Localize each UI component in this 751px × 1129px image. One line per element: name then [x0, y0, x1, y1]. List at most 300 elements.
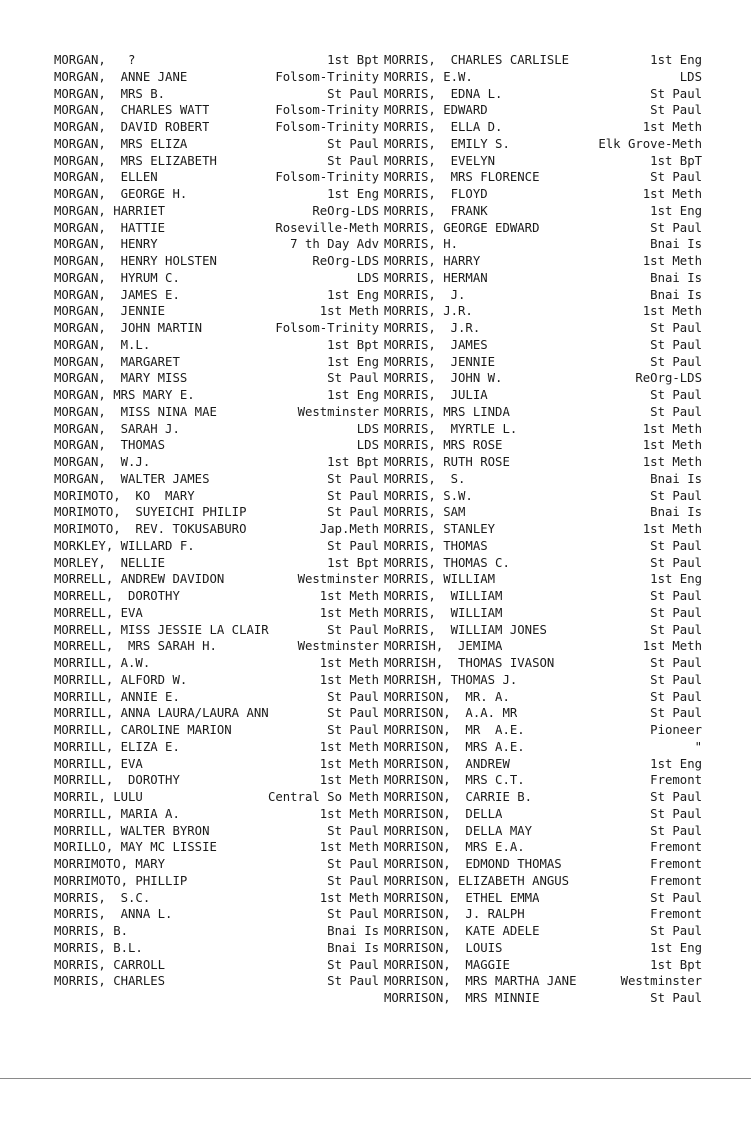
entry-church: 1st Meth [319, 840, 379, 855]
entry-name: MORGAN, JOHN MARTIN [54, 321, 203, 335]
entry-church: 1st Eng [650, 572, 702, 587]
entry-church: 1st Meth [319, 605, 379, 620]
entry-name: MORRIS, ANNA L. [54, 907, 173, 922]
entry-name: MORRIS, JENNIE [384, 354, 496, 369]
directory-entry [54, 370, 379, 387]
entry-name: MORRIS, JAMES [384, 337, 488, 352]
directory-entry [384, 605, 702, 622]
entry-name: MORRISON, DELLA [384, 806, 503, 821]
entry-name: MORRISON, MRS C.T. [384, 773, 525, 788]
directory-entry [384, 220, 702, 237]
entry-church: LDS [356, 270, 379, 285]
entry-name: MORGAN, MISS NINA MAE [54, 404, 217, 419]
directory-entry [54, 504, 379, 521]
entry-name: MORRILL, EVA [54, 756, 143, 771]
entry-church: St Paul [650, 689, 702, 704]
directory-entry [54, 957, 379, 974]
entry-name: MORRISH, JEMIMA [384, 639, 503, 654]
directory-entry [54, 337, 379, 354]
directory-entry [384, 437, 702, 454]
directory-entry [54, 722, 379, 739]
entry-church: 1st Meth [319, 739, 379, 754]
entry-name: MORRIS, WILLIAM [384, 605, 503, 620]
directory-entry [54, 69, 379, 86]
directory-entry [54, 136, 379, 153]
entry-name: MORRIS, S. [384, 471, 466, 486]
entry-name: MORGAN, HARRIET [54, 203, 166, 218]
entry-name: MORRISON, ETHEL EMMA [384, 890, 540, 905]
entry-church: St Paul [327, 974, 379, 989]
entry-church: St Paul [327, 857, 379, 871]
entry-church: St Paul [650, 672, 702, 687]
directory-entry [384, 270, 702, 287]
entry-name: MORRISON, MAGGIE [384, 957, 510, 972]
directory-entry [54, 287, 379, 304]
entry-name: MORGAN, M.L. [54, 337, 151, 352]
entry-church: St Paul [327, 723, 379, 737]
entry-name: MORRIS, THOMAS C. [384, 555, 510, 570]
entry-name: MORRIS, MYRTLE L. [384, 421, 518, 436]
entry-name: MORRIS, ELLA D. [384, 120, 503, 134]
entry-church: LDS [356, 438, 379, 453]
entry-church: 1st Eng [650, 940, 702, 955]
entry-church: Bnai Is [327, 940, 379, 955]
left-column [54, 52, 379, 990]
directory-entry [54, 354, 379, 371]
directory-entry [54, 806, 379, 823]
entry-name: MORGAN, DAVID ROBERT [54, 120, 210, 134]
entry-name: MORRILL, WALTER BYRON [54, 823, 210, 838]
directory-entry [54, 555, 379, 572]
entry-church: 1st Meth [319, 773, 379, 788]
entry-church: 1st Meth [642, 120, 702, 134]
directory-entry [384, 136, 702, 153]
entry-name: MORGAN, MRS ELIZA [54, 136, 188, 151]
entry-name: MORRIMOTO, MARY [54, 857, 166, 871]
entry-church: 1st Meth [642, 421, 702, 436]
entry-name: MORRILL, ANNIE E. [54, 689, 180, 704]
directory-entry [384, 906, 702, 923]
directory-entry [54, 873, 379, 890]
entry-name: MORRIS, RUTH ROSE [384, 455, 510, 469]
entry-name: MORIMOTO, SUYEICHI PHILIP [54, 505, 247, 520]
entry-church: St Paul [650, 890, 702, 905]
directory-entry [384, 354, 702, 371]
entry-name: MORIMOTO, KO MARY [54, 488, 195, 503]
entry-church: St Paul [650, 622, 702, 637]
entry-name: MORRELL, DOROTHY [54, 589, 180, 603]
entry-church: St Paul [650, 388, 702, 402]
directory-entry [54, 638, 379, 655]
directory-entry [54, 320, 379, 337]
entry-church: 1st Meth [319, 656, 379, 670]
entry-church: Fremont [650, 857, 702, 871]
directory-entry [384, 488, 702, 505]
entry-name: MORRELL, MISS JESSIE LA CLAIR [54, 622, 269, 637]
entry-name: MORRIS, H. [384, 237, 459, 252]
entry-name: MORRILL, A.W. [54, 656, 151, 670]
entry-church: LDS [356, 421, 379, 436]
directory-entry [384, 622, 702, 639]
entry-name: MORRIS, B. [54, 924, 129, 938]
entry-church: 1st Meth [642, 522, 702, 536]
entry-church: " [694, 739, 702, 754]
entry-name: MORRIS, B.L. [54, 940, 143, 955]
entry-name: MORILLO, MAY MC LISSIE [54, 840, 217, 855]
entry-name: MORRIS, GEORGE EDWARD [384, 220, 540, 235]
entry-church: St Paul [650, 790, 702, 804]
entry-church: St Paul [327, 471, 379, 486]
directory-entry [384, 337, 702, 354]
directory-entry [54, 404, 379, 421]
directory-entry [384, 940, 702, 957]
entry-name: MORGAN, HENRY HOLSTEN [54, 254, 217, 268]
entry-church: St Paul [327, 371, 379, 386]
entry-name: MORRISH, THOMAS IVASON [384, 656, 555, 670]
directory-entry [54, 622, 379, 639]
entry-church: St Paul [327, 538, 379, 553]
entry-church: 1st Meth [319, 890, 379, 905]
directory-entry [54, 387, 379, 404]
entry-name: MORRISH, THOMAS J. [384, 672, 518, 687]
directory-entry [384, 689, 702, 706]
directory-entry [54, 52, 379, 69]
entry-name: MORKLEY, WILLARD F. [54, 538, 195, 553]
entry-church: Pioneer [650, 723, 702, 737]
entry-name: MORIMOTO, REV. TOKUSABURO [54, 522, 247, 536]
directory-entry [384, 287, 702, 304]
entry-church: Folsom-Trinity [275, 321, 379, 335]
entry-name: MORRIS, CARROLL [54, 957, 166, 972]
entry-church: Jap.Meth [319, 522, 379, 536]
directory-entry [54, 421, 379, 438]
entry-name: MORRISON, MR. A. [384, 689, 510, 704]
entry-name: MORGAN, W.J. [54, 455, 151, 469]
directory-entry [54, 203, 379, 220]
entry-church: St Paul [327, 136, 379, 151]
entry-church: 1st Meth [319, 589, 379, 603]
entry-church: LDS [679, 69, 702, 84]
directory-entry [384, 756, 702, 773]
directory-entry [54, 488, 379, 505]
directory-entry [384, 203, 702, 220]
entry-name: MORRISON, A.A. MR [384, 706, 518, 721]
entry-name: MORRILL, ANNA LAURA/LAURA ANN [54, 706, 269, 721]
entry-name: MORRIS, HERMAN [384, 270, 488, 285]
entry-name: MORRIS, EVELYN [384, 153, 496, 168]
entry-church: St Paul [327, 689, 379, 704]
entry-name: MORRIS, JULIA [384, 388, 488, 402]
entry-church: 1st Eng [650, 53, 702, 67]
entry-name: MORGAN, MARY MISS [54, 371, 188, 386]
entry-name: MoRRIS, WILLIAM JONES [384, 622, 547, 637]
entry-name: MORGAN, MRS ELIZABETH [54, 153, 217, 168]
entry-name: MORRISON, MRS MINNIE [384, 991, 540, 1005]
entry-name: MORRIS, MRS ROSE [384, 438, 503, 453]
entry-name: MORGAN, MRS MARY E. [54, 388, 195, 402]
entry-church: St Paul [650, 555, 702, 570]
entry-church: Bnai Is [650, 505, 702, 520]
entry-name: MORRISON, MRS MARTHA JANE [384, 974, 577, 989]
directory-entry [54, 471, 379, 488]
directory-entry [384, 303, 702, 320]
entry-church: 1st Bpt [327, 455, 379, 469]
directory-entry [384, 236, 702, 253]
directory-entry [384, 454, 702, 471]
directory-entry [54, 588, 379, 605]
directory-entry [54, 303, 379, 320]
directory-entry [54, 538, 379, 555]
directory-entry [54, 839, 379, 856]
entry-name: MORGAN, JAMES E. [54, 287, 180, 302]
entry-name: MORRIS, HARRY [384, 254, 481, 268]
entry-church: Bnai Is [327, 924, 379, 938]
directory-entry [54, 906, 379, 923]
entry-name: MORRISON, MR A.E. [384, 723, 525, 737]
entry-name: MORRIS, J. [384, 287, 466, 302]
entry-name: MORRIS, WILLIAM [384, 589, 503, 603]
entry-name: MORRILL, ELIZA E. [54, 739, 180, 754]
directory-entry [54, 756, 379, 773]
entry-church: Bnai Is [650, 471, 702, 486]
right-column [384, 52, 702, 1007]
entry-name: MORRILL, ALFORD W. [54, 672, 188, 687]
entry-church: 1st Eng [327, 187, 379, 201]
entry-name: MORRIS, CHARLES CARLISLE [384, 53, 570, 67]
entry-name: MORGAN, CHARLES WATT [54, 103, 210, 118]
directory-entry [54, 437, 379, 454]
entry-name: MORGAN, HENRY [54, 237, 158, 252]
entry-church: Westminster [297, 572, 379, 587]
entry-church: St Paul [650, 656, 702, 670]
directory-entry [54, 973, 379, 990]
entry-name: MORRISON, J. RALPH [384, 907, 525, 922]
entry-name: MORGAN, THOMAS [54, 438, 166, 453]
entry-name: MORRELL, ANDREW DAVIDON [54, 572, 225, 587]
entry-church: St Paul [327, 505, 379, 520]
entry-name: MORRIS, J.R. [384, 304, 473, 319]
entry-church: St Paul [650, 354, 702, 369]
entry-name: MORRISON, DELLA MAY [384, 823, 533, 838]
directory-entry [54, 521, 379, 538]
directory-entry [54, 772, 379, 789]
entry-church: 1st Meth [642, 254, 702, 268]
entry-church: Folsom-Trinity [275, 103, 379, 118]
directory-entry [54, 890, 379, 907]
directory-entry [54, 186, 379, 203]
entry-name: MORRISON, CARRIE B. [384, 790, 533, 804]
directory-entry [384, 655, 702, 672]
directory-entry [54, 605, 379, 622]
entry-church: Westminster [297, 404, 379, 419]
entry-church: 1st Bpt [327, 53, 379, 67]
entry-church: St Paul [327, 706, 379, 721]
entry-name: MORGAN, GEORGE H. [54, 187, 188, 201]
entry-name: MORRELL, EVA [54, 605, 143, 620]
directory-entry [384, 421, 702, 438]
entry-church: Bnai Is [650, 237, 702, 252]
entry-church: 1st Meth [642, 304, 702, 319]
directory-entry [384, 153, 702, 170]
directory-entry [54, 923, 379, 940]
directory-entry [54, 789, 379, 806]
entry-name: MORRISON, MRS A.E. [384, 739, 525, 754]
entry-church: Elk Grove-Meth [598, 136, 702, 151]
directory-entry [384, 571, 702, 588]
directory-entry [54, 153, 379, 170]
directory-entry [54, 454, 379, 471]
entry-name: MORRIS, E.W. [384, 69, 473, 84]
entry-name: MORGAN, WALTER JAMES [54, 471, 210, 486]
directory-entry [54, 940, 379, 957]
directory-entry [384, 806, 702, 823]
entry-church: Folsom-Trinity [275, 120, 379, 134]
entry-name: MORGAN, ELLEN [54, 170, 158, 185]
entry-name: MORRIMOTO, PHILLIP [54, 873, 188, 888]
footer-rule [0, 1078, 751, 1079]
directory-entry [384, 873, 702, 890]
entry-church: St Paul [650, 337, 702, 352]
directory-entry [384, 52, 702, 69]
entry-name: MORGAN, MRS B. [54, 86, 166, 101]
entry-church: St Paul [650, 488, 702, 503]
entry-name: MORRIS, J.R. [384, 321, 481, 335]
entry-church: Westminster [620, 974, 702, 989]
entry-church: Fremont [650, 773, 702, 788]
directory-entry [384, 471, 702, 488]
entry-church: Fremont [650, 873, 702, 888]
directory-entry [384, 890, 702, 907]
entry-church: St Paul [327, 873, 379, 888]
entry-name: MORGAN, ? [54, 53, 136, 67]
entry-church: St Paul [650, 706, 702, 721]
directory-entry [384, 387, 702, 404]
entry-church: 1st Eng [650, 203, 702, 218]
entry-name: MORRIS, FRANK [384, 203, 488, 218]
directory-entry [384, 823, 702, 840]
directory-entry [384, 638, 702, 655]
entry-name: MORRIS, FLOYD [384, 187, 488, 201]
directory-entry [384, 856, 702, 873]
directory-entry [384, 772, 702, 789]
entry-church: 7 th Day Adv [290, 237, 379, 252]
directory-entry [384, 521, 702, 538]
entry-church: Fremont [650, 907, 702, 922]
entry-church: 1st Eng [650, 756, 702, 771]
directory-entry [384, 69, 702, 86]
entry-name: MORRILL, DOROTHY [54, 773, 180, 788]
entry-church: 1st BpT [650, 153, 702, 168]
directory-entry [384, 253, 702, 270]
entry-church: 1st Meth [319, 672, 379, 687]
entry-name: MORRELL, MRS SARAH H. [54, 639, 217, 654]
directory-entry [384, 86, 702, 103]
entry-church: Westminster [297, 639, 379, 654]
directory-entry [54, 253, 379, 270]
entry-church: St Paul [650, 170, 702, 185]
directory-entry [54, 655, 379, 672]
entry-church: Bnai Is [650, 270, 702, 285]
entry-name: MORGAN, HATTIE [54, 220, 166, 235]
entry-name: MORRISON, LOUIS [384, 940, 503, 955]
entry-church: 1st Eng [327, 388, 379, 402]
entry-name: MORGAN, HYRUM C. [54, 270, 180, 285]
directory-entry [54, 86, 379, 103]
entry-church: 1st Meth [642, 187, 702, 201]
directory-entry [384, 990, 702, 1007]
entry-church: St Paul [327, 823, 379, 838]
directory-entry [384, 538, 702, 555]
entry-church: 1st Eng [327, 354, 379, 369]
entry-church: Roseville-Meth [275, 220, 379, 235]
directory-entry [54, 856, 379, 873]
directory-entry [384, 789, 702, 806]
directory-entry [384, 839, 702, 856]
entry-name: MORRIS, MRS FLORENCE [384, 170, 540, 185]
directory-entry [54, 672, 379, 689]
directory-entry [384, 504, 702, 521]
entry-name: MORLEY, NELLIE [54, 555, 166, 570]
directory-entry [54, 119, 379, 136]
entry-church: ReOrg-LDS [312, 254, 379, 268]
directory-entry [384, 169, 702, 186]
entry-church: St Paul [327, 907, 379, 922]
directory-entry [384, 923, 702, 940]
entry-church: Folsom-Trinity [275, 170, 379, 185]
entry-church: 1st Meth [319, 756, 379, 771]
entry-name: MORGAN, ANNE JANE [54, 69, 188, 84]
entry-name: MORRIS, WILLIAM [384, 572, 496, 587]
entry-church: St Paul [650, 220, 702, 235]
directory-entry [384, 588, 702, 605]
entry-name: MORRISON, MRS E.A. [384, 840, 525, 855]
entry-church: ReOrg-LDS [635, 371, 702, 386]
directory-entry [54, 739, 379, 756]
entry-church: ReOrg-LDS [312, 203, 379, 218]
entry-church: St Paul [327, 957, 379, 972]
directory-entry [384, 404, 702, 421]
entry-church: 1st Meth [642, 438, 702, 453]
directory-entry [384, 186, 702, 203]
entry-church: 1st Meth [642, 455, 702, 469]
entry-church: St Paul [650, 86, 702, 101]
entry-name: MORRIS, S.C. [54, 890, 151, 905]
directory-entry [54, 571, 379, 588]
entry-church: St Paul [650, 321, 702, 335]
entry-name: MORRIS, THOMAS [384, 538, 488, 553]
entry-church: St Paul [327, 86, 379, 101]
entry-name: MORRIS, EDNA L. [384, 86, 503, 101]
entry-church: St Paul [327, 622, 379, 637]
entry-church: St Paul [650, 404, 702, 419]
directory-entry [54, 236, 379, 253]
directory-entry [54, 220, 379, 237]
directory-entry [384, 739, 702, 756]
entry-church: Bnai Is [650, 287, 702, 302]
directory-entry [54, 823, 379, 840]
entry-name: MORRISON, KATE ADELE [384, 924, 540, 938]
directory-entry [384, 102, 702, 119]
entry-church: 1st Bpt [327, 337, 379, 352]
entry-church: 1st Eng [327, 287, 379, 302]
entry-church: St Paul [650, 823, 702, 838]
entry-name: MORRISON, ANDREW [384, 756, 510, 771]
entry-name: MORRIL, LULU [54, 790, 143, 804]
entry-church: Folsom-Trinity [275, 69, 379, 84]
directory-entry [384, 119, 702, 136]
entry-church: St Paul [327, 153, 379, 168]
entry-name: MORRISON, EDMOND THOMAS [384, 857, 562, 871]
